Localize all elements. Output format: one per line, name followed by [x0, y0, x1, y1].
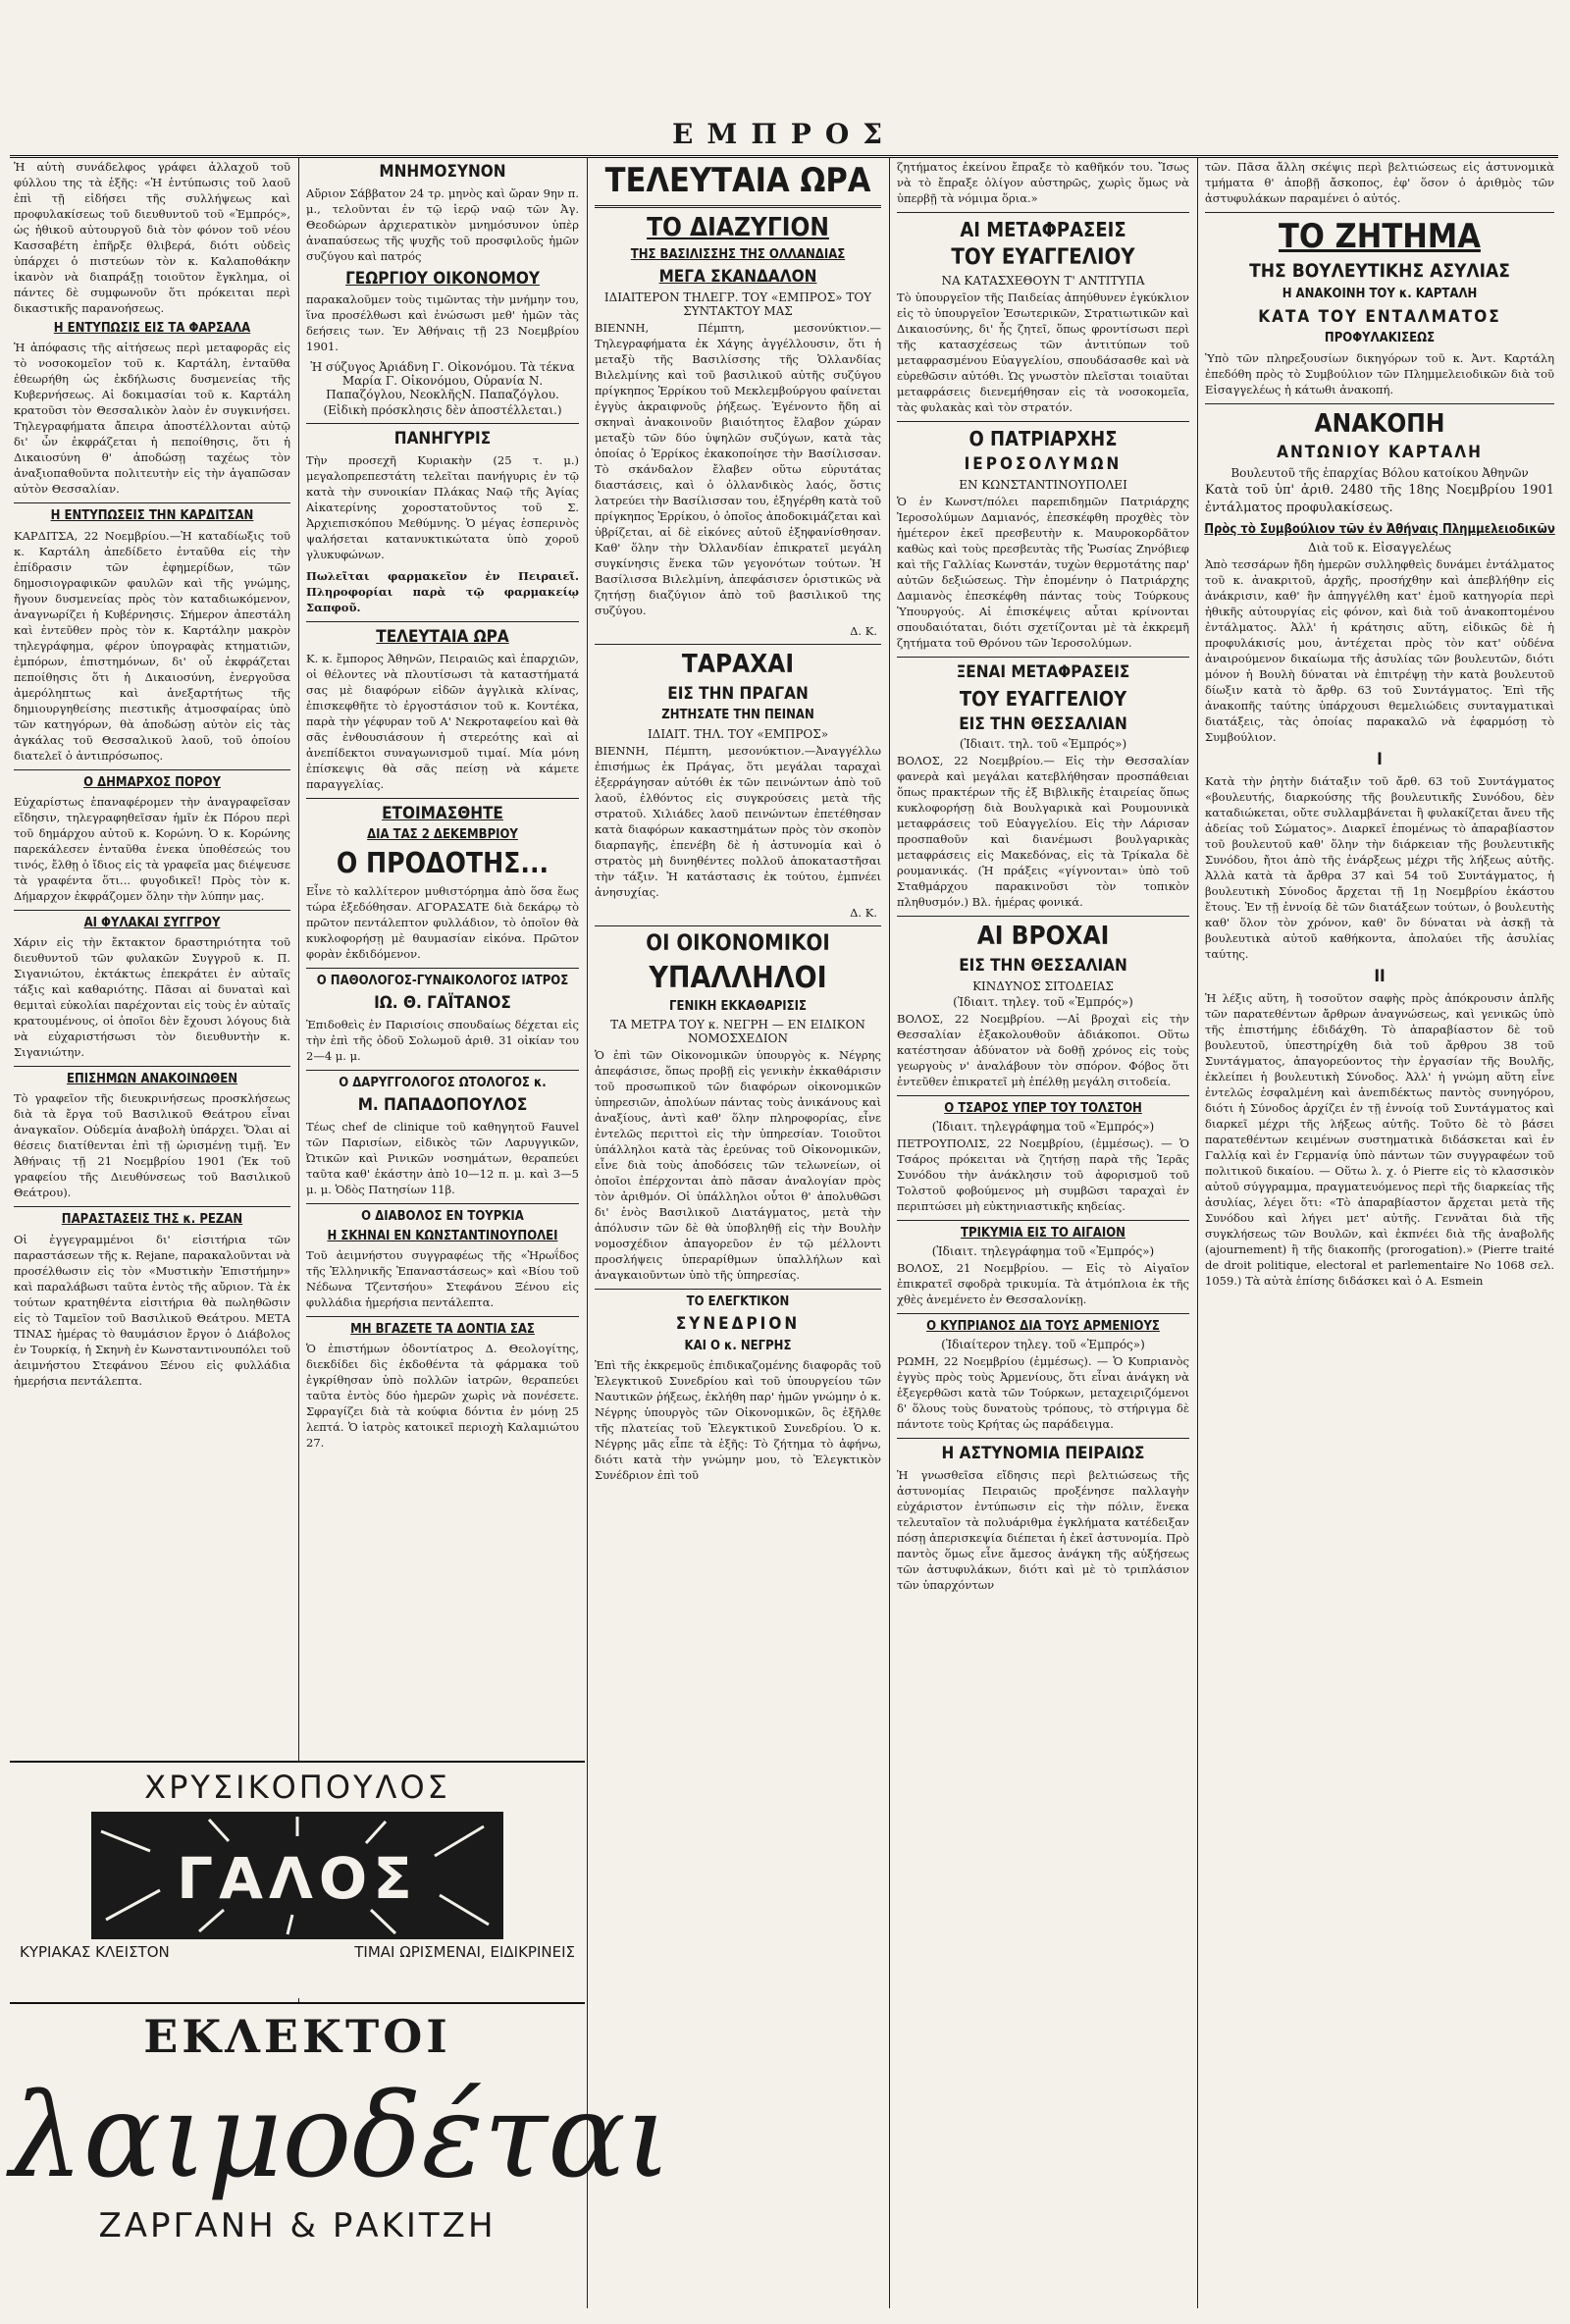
article-text: Ἀπὸ τεσσάρων ἤδη ἡμερῶν συλληφθεὶς δυνάμει ἐντάλματος τοῦ κ. ἀνακριτοῦ, ἀρχῆς, προσήχθην καὶ ἀπεβλήθην εἰς ἀνάκρισιν, καθ' ἣν ἀπηγγέλθη κατ' ἐμοῦ κατηγορία περὶ ἠθικῆς αὐτουργίας εἰς φόνον, καὶ διὰ τοῦ ἀνακοπτομένου ἐντάλματος. Ἀλλ' ἡ κράτησις αὕτη, εἰδικῶς δὲ ἡ προφυλάκισίς μου, ἀντέχεται πρὸς τὸν κατ' οὐδένα ἀναιρούμενον δικαίωμα τῆς ἀσυλίας τῶν βουλευτῶν, διότι μόνον ἡ Βουλὴ δύναται νὰ ἐπιτρέψῃ τὴν κατὰ βουλευτοῦ δίωξιν κατὰ τὸ ἄρθρ. 63 τοῦ Συντάγματος. Ἐπὶ τῆς ἀνακοπῆς ταύτης ὑπάρχουσι θεμελιώδεις συνταγματικαὶ διατάξεις, τὰς ὁποίας παρακαλῶ νὰ ἐφαρμόσῃ τὸ Συμβούλιον. — [1205, 557, 1554, 745]
article-heading: ΑΙ ΒΡΟΧΑΙ — [976, 922, 1110, 952]
article-text: Ἡ ἀπόφασις τῆς αἰτήσεως περὶ μεταφορᾶς εἰς τὸ νοσοκομεῖον τοῦ κ. Καρτάλη, ἐνταῦθα ἐθεωρήθη ὡς ἐκδήλωσις δυσμενείας τῆς Κυβερνήσεως. Αἱ δοκιμασίαι τοῦ κ. Καρτάλη κρατοῦσι τὸν Θεσσαλικὸν λαὸν ἐν συγκινήσει. Τηλεγραφήματα ἄπειρα ἀποστέλλονται αὐτῷ δι' ὧν ἐκφράζεται ἡ πεποίθησις, ὅτι ἡ Δικαιοσύνη θ' ἀποδώσῃ ταχέως τὸν ἀναξιοπαθοῦντα πολιτευτὴν εἰς τὴν ἀγαπῶσαν αὐτὸν Θεσσαλίαν. — [14, 341, 290, 497]
article-dateline: ΤΑ ΜΕΤΡΑ ΤΟΥ κ. ΝΕΓΡΗ — ΕΝ ΕΙΔΙΚΟΝ ΝΟΜΟΣΧΕΔΙΟΝ — [610, 1018, 865, 1046]
separator — [306, 798, 579, 799]
article-heading: Η ΑΣΤΥΝΟΜΙΑ ΠΕΙΡΑΙΩΣ — [941, 1444, 1145, 1464]
separator — [306, 1203, 579, 1204]
ad-advertiser-name: ΧΡΥΣΙΚΟΠΟΥΛΟΣ — [144, 1769, 450, 1806]
notice-note: (Εἰδικὴ πρόσκλησις δὲν ἀποστέλλεται.) — [323, 403, 562, 418]
doctor-name: ΙΩ. Θ. ΓΑΪΤΑΝΟΣ — [374, 992, 511, 1013]
notice-name: ΓΕΩΡΓΙΟΥ ΟΙΚΟΝΟΜΟΥ — [345, 268, 540, 289]
article-heading: ΤΑΡΑΧΑΙ — [681, 649, 795, 679]
article-subheading: Η ΑΝΑΚΟΙΝΗ ΤΟΥ κ. ΚΑΡΤΑΛΗ — [1282, 287, 1478, 302]
article-heading: ΕΙΣ ΤΗΝ ΘΕΣΣΑΛΙΑΝ — [959, 713, 1127, 734]
article-heading: Η ΕΝΤΥΠΩΣΕΙΣ ΤΗΝ ΚΑΡΔΙΤΣΑΝ — [50, 508, 254, 524]
article-subheading: Η ΣΚΗΝΑΙ ΕΝ ΚΩΝΣΤΑΝΤΙΝΟΥΠΟΛΕΙ — [327, 1228, 558, 1243]
masthead-title: ΕΜΠΡΟΣ — [671, 118, 897, 150]
article-heading: Ο ΠΑΤΡΙΑΡΧΗΣ — [968, 427, 1118, 451]
article-text: Ἐπιδοθεὶς ἐν Παρισίοις σπουδαίως δέχεται εἰς τὴν ἐπὶ τῆς ὁδοῦ Σολωμοῦ ἀριθ. 31 οἰκίαν του 2—4 μ. μ. — [306, 1017, 579, 1063]
article-subheading: ΠΡΟΦΥΛΑΚΙΣΕΩΣ — [1324, 331, 1436, 346]
ad-shop-name: ΖΑΡΓΑΝΗ & ΡΑΚΙΤΖΗ — [98, 2206, 497, 2245]
separator — [897, 1313, 1189, 1314]
article-heading: ΙΕΡΟΣΟΛΥΜΩΝ — [964, 454, 1123, 475]
article-text: Εὐχαρίστως ἐπαναφέρομεν τὴν ἀναγραφεῖσαν εἴδησιν, τηλεγραφηθεῖσαν ἡμῖν ἐκ Πόρου περὶ τοῦ δημάρχου αὐτοῦ κ. Κορώνη. Ὁ κ. Κορώνης παρεκάλεσεν ἐνταῦθα ἑνεκα ὑποθέσεώς του τινός, ἔλθῃ ὁ ἴδιος εἰς τὰ γραφεῖα μας διέψευσε τὰ γραφέντα ὅτι... φυγοδικεῖ! Πρὸς τὸν κ. Δήμαρχον ἐκφράζομεν ὅλην τὴν λύπην μας. — [14, 794, 290, 903]
article-heading: Ο ΔΙΑΒΟΛΟΣ ΕΝ ΤΟΥΡΚΙΑ — [361, 1208, 524, 1224]
article-subheading: ΚΑΤΑ ΤΟΥ ΕΝΤΑΛΜΑΤΟΣ — [1258, 306, 1501, 327]
article-heading: ΠΑΡΑΣΤΑΣΕΙΣ ΤΗΣ κ. ΡΕΖΑΝ — [61, 1212, 243, 1228]
article-dateline: (Ἰδιαίτερον τηλεγ. τοῦ «Ἐμπρός») — [941, 1338, 1145, 1352]
ad-info-left: ΚΥΡΙΑΚΑΣ ΚΛΕΙΣΤΟΝ — [20, 1943, 170, 1961]
article-signature: Δ. Κ. — [850, 905, 877, 920]
separator — [897, 657, 1189, 658]
advertisement-chrysikopoulos — [10, 1761, 585, 1998]
column-4 — [893, 157, 1193, 2308]
article-heading: Ο ΔΗΜΑΡΧΟΣ ΠΟΡΟΥ — [83, 774, 221, 790]
article-subheading: ΔΙΑ ΤΑΣ 2 ΔΕΚΕΜΒΡΙΟΥ — [367, 827, 518, 843]
separator — [306, 968, 579, 969]
article-heading: ΤΡΙΚΥΜΙΑ ΕΙΣ ΤΟ ΑΙΓΑΙΟΝ — [961, 1225, 1125, 1241]
article-heading: ΞΕΝΑΙ ΜΕΤΑΦΡΑΣΕΙΣ — [956, 661, 1130, 682]
article-text: Τὴν προσεχῆ Κυριακὴν (25 τ. μ.) μεγαλοπρεπεστάτη τελεῖται πανήγυρις ἐν τῷ κατὰ τὴν συνοικίαν Πλάκας Ναῷ τῆς Ἁγίας Αἰκατερίνης χοροστατοῦντος τοῦ Σ. Ἀρχιεπισκόπου Μεθύμνης. Ὁ μέγας ἑσπερινὸς ψαλήσεται κατανυκτικώτατα ὑπὸ χοροῦ γλυκυφώνων. — [306, 453, 579, 562]
section-heading: ΤΕΛΕΥΤΑΙΑ ΩΡΑ — [604, 161, 871, 200]
separator — [1205, 212, 1554, 213]
article-text: Ὑπὸ τῶν πληρεξουσίων δικηγόρων τοῦ κ. Ἀντ. Καρτάλη ἐπεδόθη πρὸς τὸ Συμβούλιον τῶν Πλημμελειοδικῶν διὰ τοῦ Εἰσαγγελέως ἡ κάτωθι ἀνακοπή. — [1205, 350, 1554, 396]
doctor-name: Μ. ΠΑΠΑΔΟΠΟΥΛΟΣ — [357, 1094, 528, 1115]
article-heading: ΟΙ ΟΙΚΟΝΟΜΙΚΟΙ — [646, 930, 830, 956]
article-text: Κατὰ τοῦ ὑπ' ἀριθ. 2480 τῆς 18ης Νοεμβρίου 1901 ἐντάλματος προφυλακίσεως. — [1205, 482, 1554, 515]
article-dateline: ΙΔΙΑΙΤ. ΤΗΛ. ΤΟΥ «ΕΜΠΡΟΣ» — [647, 726, 829, 741]
article-dateline: ΚΙΝΔΥΝΟΣ ΣΙΤΟΔΕΙΑΣ — [972, 978, 1114, 993]
article-heading: ΤΟ ΕΛΕΓΚΤΙΚΟΝ — [686, 1294, 790, 1310]
article-text: Εἶνε τὸ καλλίτερον μυθιστόρημα ἀπὸ ὅσα ἕως τώρα ἐξεδόθησαν. ΑΓΟΡΑΣΑΤΕ διὰ δεκάρῳ τὸ πρῶτον πεντάλεπτον φυλλάδιον, τὸ ὁποῖον θὰ κυκλοφορήσῃ μὲ θαυμασίαν εἰκόνα. Πρῶτον φορὰν ἐκδιδόμενον. — [306, 883, 579, 961]
ad-info-right: ΤΙΜΑΙ ΩΡΙΣΜΕΝΑΙ, ΕΙΔΙΚΡΙΝΕΙΣ — [354, 1943, 575, 1961]
article-dateline: (Ἰδιαιτ. τηλεγ. τοῦ «Ἐμπρός») — [953, 994, 1133, 1009]
article-text: Τέως chef de clinique τοῦ καθηγητοῦ Fauvel τῶν Παρισίων, εἰδικὸς τῶν Λαρυγγικῶν, Ὠτικῶν καὶ Ρινικῶν νοσημάτων, θεραπεύει ταῦτα καθ' ἑκάστην ἀπὸ 10—12 π. μ. καὶ 3—5 μ. μ. Ὁδὸς Πατησίων 11β. — [306, 1119, 579, 1196]
article-heading: ΑΙ ΦΥΛΑΚΑΙ ΣΥΓΓΡΟΥ — [83, 915, 221, 930]
article-signature: Δ. Κ. — [850, 623, 877, 638]
article-heading: ΤΟΥ ΕΥΑΓΓΕΛΙΟΥ — [951, 245, 1135, 270]
article-text: ΒΟΛΟΣ, 22 Νοεμβρίου.— Εἰς τὴν Θεσσαλίαν φανερὰ καὶ μεγάλαι κατεβλήθησαν προσπάθειαι ὅπως πρακτέρων τῆς ἐξ Βιβλικῆς ἑταιρείας ὅπως κυκλοφορήσῃ διὰ Βουλγαρικὰ καὶ Ρουμουνικὰ μεταφράσεις τοῦ Εὐαγγελίου. Εἰς τὴν Λάρισαν προσπαθοῦν καὶ διανέμωσι βουλγαρικὰς μεταφράσεις εἰς Μακεδόνας, εἰς τὰ Τρίκαλα δὲ ρουμανικάς. (Ἡ πράξεις «γίγνονται» ὑπὸ τοῦ Σταθμάρχου παρακινοῦσι τὸν τοπικὸν πληθυσμόν.) Βλ. ἡμέρας φονικά. — [897, 754, 1189, 910]
article-text: Ἡ λέξις αὕτη, ἢ τοσοῦτον σαφὴς πρὸς ἀπόκρουσιν ἁπλῆς τῶν παρατεθέντων ἄρθρων ἀναγνώσεως, καὶ γενικῶς ὑπὸ τῆς ἐπιστήμης ἐδιδάχθη. Τὸ ἀπαραβίαστον δὲ τοῦ βουλευτοῦ, ὑπεστηρίχθη διὰ τοῦ ἄρθρου 38 τοῦ Συντάγματος, ἀπαγορεύοντος τὴν ἐργασίαν τῆς Βουλῆς, ἐκλείπει ἡ βουλευτικὴ Σύνοδος. Ἀλλ' ἡ γνώμη αὕτη εἶνε ἐντελῶς ἐσφαλμένη καὶ ἀνεπιδέκτως παντὸς συνηγόρου, διότι ἡ Σύνοδος ἀρχίζει ἐν τῇ ἐννοίᾳ τοῦ Συντάγματος καὶ διαρκεῖ μέχρι τῆς λήξεως αὐτῆς. Τοῦτο δὲ τὸ βάσει παρατεθέντων κειμένων συστηματικὰ διδάσκεται καὶ ἐν Γαλλίᾳ καὶ ἐν Γερμανίᾳ ὑπὸ πάντων τῶν συγγραφέων τοῦ πολιτικοῦ δικαίου. — Οὕτω λ. χ. ὁ Pierre εἰς τὸ κλασσικὸν αὐτοῦ σύγγραμμα, πραγματευόμενος περὶ τῆς διαρκείας τῆς ἀσυλίας, λέγει ὅτι: «Τὸ ἀπαραβίαστον ἄρχεται μετὰ τῆς Συνόδου καὶ λήγει μετ' αὐτῆς. Γεννᾶται διὰ τῆς συγκλήσεως τῶν Βουλῶν, καὶ ἐκπνέει διὰ τῆς ἀναβολῆς (ajournement) ἢ τῆς διακοπῆς (prorogation).» (Pierre traité de droit politique, electoral et parlementaire Νο 1068 σελ. 1059.) Τὰ αὐτὰ ἐπίσης διδάσκει καὶ ὁ Α. Esmein — [1205, 990, 1554, 1288]
article-heading: ΤΗΣ ΒΟΥΛΕΥΤΙΚΗΣ ΑΣΥΛΙΑΣ — [1249, 260, 1510, 283]
article-text: Ἐπὶ τῆς ἐκκρεμοῦς ἐπιδικαζομένης διαφορᾶς τοῦ Ἐλεγκτικοῦ Συνεδρίου καὶ τοῦ ὑπουργείου τῶν Ναυτικῶν ῥήξεως, ἐκλήθη παρ' ἡμῶν γνώμην ὁ κ. Νέγρης ὑπουργὸς τῶν Οἰκονομικῶν, ὃς ἐξῆλθε τῆς πλατείας τοῦ Ἐλεγκτικοῦ Συνεδρίου. Ὁ κ. Νέγρης μᾶς εἶπε τὰ ἑξῆς: Τὸ ζήτημα τὸ ἀφήνω, διότι κατὰ τὴν γνώμην μου, τὸ Ἐλεγκτικὸν Συνέδριον ἐπὶ τοῦ — [595, 1358, 881, 1483]
article-subheading: ΖΗΤΗΣΑΤΕ ΤΗΝ ΠΕΙΝΑΝ — [661, 708, 814, 723]
article-text: Ἡ γνωσθεῖσα εἴδησις περὶ βελτιώσεως τῆς ἀστυνομίας Πειραιῶς προξένησε παλλαγὴν εὐχάριστον ἐντύπωσιν εἰς τὴν πόλιν, ἕνεκα τελευταῖον τὰ πολυάριθμα ἐγκλήματα κατέδειξαν πόσῃ ἀπερισκεψία διέπεται ἡ ἐκεῖ ἀστυνομία. Πρὸ παντὸς ὅμως εἶνε ἄμεσος ἀνάγκη τῆς αὐξήσεως τῶν ἀστυφυλάκων, διότι καὶ μὲ τὸ τριπλάσιον τῶν ὑπαρχόντων — [897, 1468, 1189, 1593]
article-subheading: ΓΕΝΙΚΗ ΕΚΚΑΘΑΡΙΣΙΣ — [669, 998, 807, 1014]
column-rule — [889, 157, 890, 2308]
separator — [595, 644, 881, 645]
column-rule — [1197, 157, 1198, 2308]
separator — [306, 621, 579, 622]
article-heading: ΣΥΝΕΔΡΙΟΝ — [675, 1314, 801, 1335]
separator — [595, 925, 881, 926]
article-subheading: ΚΑΙ Ο κ. ΝΕΓΡΗΣ — [684, 1339, 792, 1354]
article-heading: Ο ΔΑΡΥΓΓΟΛΟΓΟΣ ΩΤΟΛΟΓΟΣ κ. — [339, 1075, 547, 1090]
article-text: Τοῦ ἀειμνήστου συγγραφέως τῆς «Ἡρωΐδος τῆς Ἑλληνικῆς Ἐπαναστάσεως» καὶ «Βίου τοῦ Νέδωνα Τζεντσήου» Στεφάνου Ξένου εἰς φυλλάδια ἡμερήσια πεντάλεπτα. — [306, 1248, 579, 1310]
column-5 — [1201, 157, 1558, 2308]
article-heading: ΠΑΝΗΓΥΡΙΣ — [393, 429, 492, 449]
separator — [14, 1066, 290, 1067]
article-subheading: ΕΙΣ ΤΗΝ ΠΡΑΓΑΝ — [667, 683, 809, 704]
separator — [306, 1316, 579, 1317]
ad-headline: ΕΚΛΕΚΤΟΙ — [143, 2010, 451, 2063]
article-heading: ΜΕΓΑ ΣΚΑΝΔΑΛΟΝ — [658, 267, 817, 288]
article-heading: ΑΝΑΚΟΠΗ — [1314, 408, 1445, 439]
separator — [897, 1438, 1189, 1439]
article-heading: Πρὸς τὸ Συμβούλιον τῶν ἐν Ἀθήναις Πλημμελειοδικῶν — [1204, 521, 1555, 537]
separator — [897, 421, 1189, 422]
separator — [1205, 403, 1554, 404]
separator — [14, 1206, 290, 1207]
separator — [306, 1070, 579, 1071]
article-text: Κατὰ τὴν ῥητὴν διάταξιν τοῦ ἄρθ. 63 τοῦ Συντάγματος «βουλευτής, διαρκούσης τῆς βουλευτικῆς Συνόδου, δὲν καταδιώκεται, οὔτε συλλαμβάνεται ἢ φυλακίζεται ἄνευ τῆς ἀδείας τοῦ Σώματος». Διαρκεῖ ἐπομένως τὸ ἀπαραβίαστον τοῦ βουλευτοῦ καθ' ὅλην τὴν διάρκειαν τῆς βουλευτικῆς Συνόδου, ἤτοι ἀπὸ τῆς ἐνάρξεως μέχρι τῆς λήξεως αὐτῆς. Ἀλλὰ κατὰ τὰ ἄρθρα 37 καὶ 54 τοῦ Συντάγματος, ἡ βουλευτικὴ Σύνοδος ἄρχεται τῇ 1ῃ Νοεμβρίου ἑκάστου ἔτους. Ἐν τῇ ἐννοίᾳ δὲ τῶν διατάξεων τούτων, ὁ βουλευτὴς καθ' ὅλον τὸν χρόνον, καθ' ὃν δύναται νὰ ἀσκῇ τὰ βουλευτικὰ αὐτοῦ καθήκοντα, ἀπολαύει τῆς ἀσυλίας ταύτης. — [1205, 773, 1554, 961]
article-subheading: ΕΙΣ ΤΗΝ ΘΕΣΣΑΛΙΑΝ — [959, 955, 1127, 976]
article-heading: Η ΕΝΤΥΠΩΣΙΣ ΕΙΣ ΤΑ ΦΑΡΣΑΛΑ — [53, 321, 251, 336]
ad-logo-graphic — [91, 1812, 503, 1939]
separator — [14, 502, 290, 503]
article-dateline: (Ἰδιαιτ. τηλ. τοῦ «Ἐμπρός») — [959, 737, 1127, 752]
article-subheading: ΤΗΣ ΒΑΣΙΛΙΣΣΗΣ ΤΗΣ ΟΛΛΑΝΔΙΑΣ — [630, 246, 846, 262]
article-heading: ΤΕΛΕΥΤΑΙΑ ΩΡΑ — [376, 627, 509, 648]
article-text: Τὸ γραφεῖον τῆς διευκρινήσεως προσκλήσεως διὰ τὰ ἔργα τοῦ Βασιλικοῦ Θεάτρου εἶναι ἀναγκαῖον. Οὐδεμία ἀναβολὴ ὑπάρχει. Ὅλαι αἱ θέσεις διατίθενται ἐπὶ τῇ ὡρισμένῃ τιμῇ. Ἐν Ἀθήναις τῇ 21 Νοεμβρίου 1901 (Ἐκ τοῦ γραφείου τῆς Διευθύνσεως τοῦ Βασιλικοῦ Θεάτρου). — [14, 1091, 290, 1200]
column-rule — [587, 157, 588, 2308]
article-text: ΒΙΕΝΝΗ, Πέμπτη, μεσονύκτιον.—Ἀναγγέλλω ἐπισήμως ἐκ Πράγας, ὅτι μεγάλαι ταραχαὶ ἐξερράγησαν αὐτόθι ἐκ τῶν πεινώντων ἀπὸ τοῦ λαοῦ, ἐλθόντος εἰς συγκρούσεις μετὰ τῆς στρατοῦ. Χιλιάδες λαοῦ πεινώντων ἐπετέθησαν κατὰ διαφόρων κακαστημάτων πρὸς τὸν σκοπὸν διαρπαγῆς, ἐπενέβη δὲ ἡ ἀστυνομία καὶ ὁ στρατὸς μὴ δυνηθέντες πολλοῦ ἀποκαταστῆσαι τὴν τάξιν. Ἡ κατάστασις ἐκ τούτου, ἐμπνέει ἀνησυχίας. — [595, 743, 881, 899]
article-dateline: Διὰ τοῦ κ. Εἰσαγγελέως — [1307, 541, 1452, 555]
article-text: Ὁ ἐπιστήμων ὀδοντίατρος Δ. Θεολογίτης, διεκδίδει δὶς ἐκδοθέντα τὰ φάρμακα τοῦ ἐγκρίθησαν ὑπὸ πολλῶν ἰατρῶν, θεραπεύει ταῦτα ἐντὸς δύο ἡμερῶν χωρὶς νὰ πονέσετε. Σφραγίζει διὰ τὰ κούφια δόντια ἐν μόνῃ 25 λεπτά. Ὁ ἰατρὸς κατοικεῖ περιοχὴ Καλαμιώτου 27. — [306, 1342, 579, 1451]
article-dateline: Βουλευτοῦ τῆς ἐπαρχίας Βόλου κατοίκου Ἀθηνῶν — [1230, 465, 1529, 480]
article-heading: ΤΟΥ ΕΥΑΓΓΕΛΙΟΥ — [959, 686, 1127, 711]
article-text: ΠΕΤΡΟΥΠΟΛΙΣ, 22 Νοεμβρίου, (ἐμμέσως). — Ὁ Τσάρος πρόκειται νὰ ζητήσῃ παρὰ τῆς Ἱερᾶς Συνόδου τὴν ἀνάκλησιν τοῦ ἀφορισμοῦ τοῦ Τολστοῦ φοβούμενος μὴ συμβῶσι ταραχαὶ ἐν περιπτώσει μὴ εὐκτηνιαστικῆς κηδείας. — [897, 1136, 1189, 1213]
article-heading: Ο ΚΥΠΡΙΑΝΟΣ ΔΙΑ ΤΟΥΣ ΑΡΜΕΝΙΟΥΣ — [926, 1319, 1160, 1335]
separator — [595, 1289, 881, 1290]
article-heading: Ο ΤΣΑΡΟΣ ΥΠΕΡ ΤΟΥ ΤΟΛΣΤΟΗ — [944, 1100, 1142, 1116]
article-text: ΚΑΡΔΙΤΣΑ, 22 Νοεμβρίου.—Ἡ καταδίωξις τοῦ κ. Καρτάλη ἀπεδίδετο ἐνταῦθα εἰς τὴν ἐπίδρασιν τῶν ἐφημερίδων, τῶν δημοσιογραφικῶν φαυλῶν καὶ τῆς γνώμης, ἤγουν δυσμενείας πρὸς τὸν καταδιωκόμενον, ἀναγνωρίζει ἡ Κυβέρνησις. Σήμερον ἀπεστάλη καὶ ἐντεῦθεν πρὸς τὸν κ. Καρτάλην μακρὸν τηλεγράφημα, φέρον ὑπογραφὰς κτηματιῶν, ἐμπόρων, ἐπιστημόνων, δι' οὗ ἐκφράζεται πεποίθησις ὅτι ἡ Δικαιοσύνη, ἐνεργοῦσα ἀμερόληπτως καὶ ἀνεξαρτήτως τῆς δημιουργηθείσης πιεστικῆς ἀτμοσφαίρας ὑπὸ τῶν κατηγόρων, θὰ ἀποδώσῃ αὐτὸν εἰς τὰς ἀγκάλας τοῦ Θεσσαλικοῦ λαοῦ, τοῦ ὁποίου διατελεῖ ὁ ἀντιπρόσωπος. — [14, 528, 290, 763]
separator — [306, 423, 579, 424]
section-numeral: ΙΙ — [1374, 966, 1386, 986]
article-text: παρακαλοῦμεν τοὺς τιμῶντας τὴν μνήμην του, ἵνα προσέλθωσι καὶ ἑνώσωσι μεθ' ἡμῶν τὰς δεήσεις των. Ἐν Ἀθήναις τῇ 23 Νοεμβρίου 1901. — [306, 292, 579, 354]
separator — [897, 1095, 1189, 1096]
article-subheading: ΑΝΤΩΝΙΟΥ ΚΑΡΤΑΛΗ — [1277, 443, 1483, 463]
article-heading: ΥΠΑΛΛΗΛΟΙ — [649, 960, 827, 995]
separator — [897, 1220, 1189, 1221]
article-text: Ἡ αὐτὴ συνάδελφος γράφει ἀλλαχοῦ τοῦ φύλλου της τὰ ἑξῆς: «Ἡ ἐντύπωσις τοῦ λαοῦ ἐπὶ τῇ εἰδήσει τῆς συλλήψεως καὶ προφυλακίσεως τοῦ διευθυντοῦ τοῦ «Ἐμπρός», ὡς ἠθικοῦ αὐτουργοῦ διὰ τὸν φόνον τοῦ νέου Κασσαβέτη ἐπῆρξε θλιβερά, διότι οὐδεὶς ὑπάρχει ὁ πιστεύων τὸν κ. Καλαποθάκην ἱκανὸν νὰ διαπράξῃ τοιοῦτον ἔγκλημα, οἱ πάντες δὲ συμφωνοῦν ὅτι πρόκειται περὶ δικαστικῆς παρανοήσεως. — [14, 160, 290, 315]
article-text: τῶν. Πᾶσα ἄλλη σκέψις περὶ βελτιώσεως εἰς ἀστυνομικὰ τμήματα θ' ἀποβῇ ἄσκοπος, ἐφ' ὅσον ὁ ἀριθμὸς τῶν ἀστυφυλάκων παραμένει ὁ αὐτός. — [1205, 160, 1554, 205]
masthead — [10, 116, 1558, 159]
article-text: Κ. κ. ἔμπορος Ἀθηνῶν, Πειραιῶς καὶ ἐπαρχιῶν, οἱ θέλοντες νὰ πλουτίσωσι τὰ καταστήματά σας μὲ διαφόρων εἰδῶν ἀγγλικὰ κλίνας, ἐπισκεφθῆτε τὸ ἐργοστάσιον τοῦ κ. Κοντέκα, παρὰ τὴν γέφυραν τοῦ Α' Νεκροταφείου καὶ θὰ σᾶς ἐνθουσιάσουν ἡ στερεότης καὶ αἱ ἀνεπίδεκτοι συναγωνισμοῦ τιμαί. Μία μόνη ἐπίσκεψις θὰ σᾶς πείσῃ νὰ κάμετε παραγγελίας. — [306, 651, 579, 791]
newspaper-page — [10, 0, 1558, 2316]
article-heading: Ο ΠΑΘΟΛΟΓΟΣ-ΓΥΝΑΙΚΟΛΟΓΟΣ ΙΑΤΡΟΣ — [316, 973, 569, 988]
article-text: Ὁ ἐπὶ τῶν Οἰκονομικῶν ὑπουργὸς κ. Νέγρης ἀπεφάσισε, ὅπως προβῇ εἰς γενικὴν ἐκκαθάρισιν τοῦ προσωπικοῦ τῶν διαφόρων οἰκονομικῶν ὑπηρεσιῶν, ἀπολύων πάντας τοὺς ἀνικάνους καὶ ἀναξίους, ἀντὶ καθ' ὅλην πληροφορίας, εἶνε ἐντελῶς περιττοὶ εἰς τὴν ὑπηρεσίαν. Τοιοῦτοι ὑπάλληλοι κατὰ τὰς ἐρεύνας τοῦ Οἰκονομικῶν, εἶνε διὰ τοὺς ἀποδόσεις τῶν τελωνείων, οἱ ὁποῖοι ἐπέρχονται ἀπὸ πᾶσαν ἀναλογίαν πρὸς τὸν ἀριθμόν. Οἱ ὑπάλληλοι οὗτοι θ' ἀπολυθῶσι δι' ἑνὸς Βασιλικοῦ Διατάγματος, μετὰ τὴν ἀπόλυσιν τῶν δὲ θὰ ὑποβληθῇ εἰς τὴν Βουλὴν νομοσχέδιον ἀπαγορεῦον ἐν τῷ μέλλοντι προσλήψεις ὑπεραρίθμων ὑπαλλήλων καὶ ἀναγκαιοῦντων ὑπὸ τῆς ὑπηρεσίας. — [595, 1048, 881, 1283]
article-text: ΒΟΛΟΣ, 21 Νοεμβρίου. — Εἰς τὸ Αἰγαῖον ἐπικρατεῖ σφοδρὰ τρικυμία. Τὰ ἀτμόπλοια ἐκ τῆς χθὲς ἀνεμένετο ἐν Θεσσαλονίκῃ. — [897, 1261, 1189, 1307]
article-text: Χάριν εἰς τὴν ἔκτακτον δραστηριότητα τοῦ διευθυντοῦ τῶν φυλακῶν Συγγροῦ κ. Π. Σιγανιώτου, ἐκτάκτως ἐπεκράτει ἐν αὐταῖς τάξις καὶ καθαριότης. Πᾶσαι αἱ δυναταὶ καὶ θεμιταὶ εὐκολίαι παρέχονται εἰς τοὺς ἐν αὐταῖς κρατουμένους, οἱ ὁποῖοι δὲν ἔχουσι λόγους διὰ νὰ εὐχαριστήσωσι τὸν διευθυντὴν κ. Σιγανιώτην. — [14, 935, 290, 1060]
article-text: ΡΩΜΗ, 22 Νοεμβρίου (ἐμμέσως). — Ὁ Κυπριανὸς ἐγγὺς πρὸς τοὺς Ἀρμενίους, ὅτι εἶναι ἀνάγκη νὰ ἐξεγερθῶσι κατὰ τῶν Τούρκων, μεταχειριζόμενοι δ' ὅλους τοὺς δυνατοὺς τρόπους, τὸ στήριγμα δὲ πάντοτε τοὺς Κρήτας ὡς παράδειγμα. — [897, 1354, 1189, 1432]
separator — [14, 769, 290, 770]
separator — [897, 212, 1189, 213]
ad-info-row — [20, 1943, 575, 1961]
article-text: Ὁ ἐν Κωνστ/πόλει παρεπιδημῶν Πατριάρχης Ἱεροσολύμων Δαμιανός, ἐπεσκέφθη προχθὲς τὸν ἡμέτερον ἐκεῖ πρεσβευτὴν κ. Μαυροκορδᾶτον καθὼς καὶ τοὺς πρεσβευτὰς τῆς Ῥωσίας Ζηνόβιεφ καὶ τῆς Γαλλίας Κωνστάν, τυχὼν θερμοτάτης παρ' αὐτῶν δεξιώσεως. Τὴν ἐπομένην ὁ Πατριάρχης Δαμιανὸς ἐπεσκέφθη πάντας τοὺς Τούρκους Ὑπουργούς. Αἱ ἐπισκέψεις αὗται κρίνονται σπουδαιόταται, διότι σχετίζονται μὲ τὰ ἐκκρεμῆ ζητήματα τοῦ Θρόνου τῶν Ἱεροσολύμων. — [897, 494, 1189, 650]
article-heading: ΕΤΟΙΜΑΣΘΗΤΕ — [382, 803, 503, 823]
advertisement-neckties — [10, 2002, 672, 2310]
article-dateline: ΙΔΙΑΙΤΕΡΟΝ ΤΗΛΕΓΡ. ΤΟΥ «ΕΜΠΡΟΣ» ΤΟΥ ΣΥΝΤΑΚΤΟΥ ΜΑΣ — [603, 290, 872, 318]
article-text: Οἱ ἐγγεγραμμένοι δι' εἰσιτήρια τῶν παραστάσεων τῆς κ. Rejane, παρακαλοῦνται νὰ προσέλθωσιν εἰς τὸν «Μυστικὴν Ἐπιστήμην» καὶ παραλάβωσι ταῦτα ἐντὸς τῆς αὔριον. Τὰ ἐκ τούτων κρατηθέντα εἰσιτήρια θὰ πωληθῶσιν εἰς τὸ Ταμεῖον τοῦ Βασιλικοῦ Θεάτρου. ΜΕΤΑ ΤΙΝΑΣ ἡμέρας τὸ θαυμάσιον ἔργον ὁ Διάβολος ἐν Τουρκίᾳ, ἡ Σκηνὴ ἐν Κωνσταντινουπόλει τοῦ ἀειμνήστου Στεφάνου Ξένου εἰς φυλλάδια ἡμερήσια πεντάλεπτα. — [14, 1232, 290, 1388]
article-dateline: (Ἰδιαιτ. τηλεγράφημα τοῦ «Ἐμπρός») — [931, 1244, 1155, 1259]
separator — [897, 916, 1189, 917]
article-heading: ΜΝΗΜΟΣΥΝΟΝ — [379, 162, 506, 182]
ad-script-word: λαιμοδέται — [10, 2068, 672, 2203]
separator — [14, 910, 290, 911]
ad-logo-text: ΓΑΛΟΣ — [177, 1845, 418, 1912]
separator — [595, 205, 881, 208]
article-text: Αὔριον Σάββατον 24 τρ. μηνὸς καὶ ὥραν 9ην π. μ., τελοῦνται ἐν τῷ ἱερῷ ναῷ τῶν Ἀγ. Θεοδώρων ἀρχιερατικὸν μνημόσυνον ὑπὲρ ἀναπαύσεως τῆς ψυχῆς τοῦ προσφιλοῦς ἡμῶν συζύγου καὶ πατρός — [306, 185, 579, 263]
article-dateline: ΕΝ ΚΩΝΣΤΑΝΤΙΝΟΥΠΟΛΕΙ — [959, 477, 1127, 492]
section-numeral: Ι — [1377, 750, 1383, 770]
notice-signatures: Ἡ σύζυγος Ἀριάδνη Γ. Οἰκονόμου. Τὰ τέκνα Μαρία Γ. Οἰκονόμου, Οὐρανία Ν. Παπαζόγλου, ΝεοκλῆςΝ. Παπαζόγλου. — [310, 360, 575, 402]
article-dateline: ΝΑ ΚΑΤΑΣΧΕΘΟΥΝ Τ' ΑΝΤΙΤΥΠΑ — [941, 274, 1145, 289]
article-text: ΒΙΕΝΝΗ, Πέμπτη, μεσονύκτιον.— Τηλεγραφήματα ἐκ Χάγης ἀγγέλλουσιν, ὅτι ἡ μεταξὺ τῆς Βασιλίσσης τῆς Ὁλλανδίας Βιλελμίνης καὶ τοῦ βασιλικοῦ αὐτῆς συζύγου πρίγκηπος Ἐρρίκου τοῦ Μεκλεμβούργου φαίνεται ἐγγὺς ἀκραιφνοῦς ῥήξεως. Ἐγένοντο ἤδη αἱ σκηναὶ ἀνακοινοῦν βιαιότητος ἔλαβον χώραν μεταξὺ τῶν δύο ὑψηλῶν συζύγων, κατὰ τὰς ὁποίας ὁ Ἐρρίκος ἐκακοποίησε τὴν Βασίλισσαν. Τὸ σκάνδαλον ἔλαβεν οὕτω εὐρυτάτας διαστάσεις, καὶ ὁ ὀλλανδικὸς λαός, ὅστις λατρεύει τὴν Βασίλισσαν του, ἐξηγέρθη κατὰ τοῦ πρίγκηπος Ἐρρίκου, ὁ ὁποῖος ἀποδοκιμάζεται καὶ ὑβρίζεται, αἱ δὲ εἰκόνες αὐτοῦ ἐξηφανίσθησαν. Καθ' ὅλην τὴν Ὀλλανδίαν ἐπικρατεῖ μεγάλη συγκίνησις ἕνεκα τῶν γεγονότων τούτων. Ἡ Βασίλισσα Βιλελμίνη, ἀπεφάσισεν ὁριστικῶς νὰ ζητήσῃ διαζύγιον ἀπὸ τοῦ βασιλικοῦ της συζύγου. — [595, 320, 881, 617]
article-heading: Ο ΠΡΟΔΟΤΗΣ... — [336, 846, 550, 879]
article-text: ζητήματος ἐκείνου ἔπραξε τὸ καθῆκόν του. Ἴσως νὰ τὸ ἔπραξε ὀλίγον αὐστηρῶς, χωρὶς ὅμως νὰ ὑπερβῇ τὰ νόμιμα ὅρια.» — [897, 160, 1189, 205]
article-dateline: (Ἰδιαιτ. τηλεγράφημα τοῦ «Ἐμπρός») — [931, 1119, 1155, 1134]
article-heading: ΤΟ ΔΙΑΖΥΓΙΟΝ — [647, 213, 829, 243]
article-heading: ΜΗ ΒΓΑΖΕΤΕ ΤΑ ΔΟΝΤΙΑ ΣΑΣ — [350, 1322, 535, 1338]
article-text: Τὸ ὑπουργεῖον τῆς Παιδείας ἀπηύθυνεν ἐγκύκλιον εἰς τὸ ὑπουργεῖον Ἐσωτερικῶν, Στρατιωτικῶν καὶ Δικαιοσύνης, δι' ἧς ζητεῖ, ὅπως φροντίσωσι περὶ τῆς κατασχέσεως τῶν ἀντιτύπων τοῦ μεταφρασμένου Εὐαγγελίου, σπουδάσασθε καὶ νὰ εὑρεθῶσιν αὐτόθι. Ὡς γνωστὸν πλεῖσται τοιαῦται μεταφράσεις διενεμήθησαν εἰς τὰ νοσοκομεῖα, τὰς φυλακὰς καὶ τὸν στρατόν. — [897, 290, 1189, 415]
article-heading: ΑΙ ΜΕΤΑΦΡΑΣΕΙΣ — [960, 218, 1126, 241]
column-3 — [591, 157, 885, 2308]
article-text: Πωλεῖται φαρμακεῖον ἐν Πειραιεῖ. Πληροφορίαι παρὰ τῷ φαρμακείῳ Σαπφοῦ. — [306, 569, 579, 615]
article-heading: ΕΠΙΣΗΜΩΝ ΑΝΑΚΟΙΝΩΘΕΝ — [66, 1072, 238, 1087]
article-heading: ΤΟ ΖΗΤΗΜΑ — [1279, 217, 1481, 256]
article-text: ΒΟΛΟΣ, 22 Νοεμβρίου. —Αἱ βροχαὶ εἰς τὴν Θεσσαλίαν ἐξακολουθοῦν ἀδιάκοποι. Οὕτω κατέστησαν ἀδύνατον νὰ δοθῇ χρόνος εἰς τοὺς γεωργοὺς ν' ἀναλάβουν τὸν σπόρον. Φόβος ὅτι ἐντεῦθεν ἐπικρατεῖ μὴ ἐπέλθῃ μεγάλη σιτοδεία. — [897, 1011, 1189, 1088]
